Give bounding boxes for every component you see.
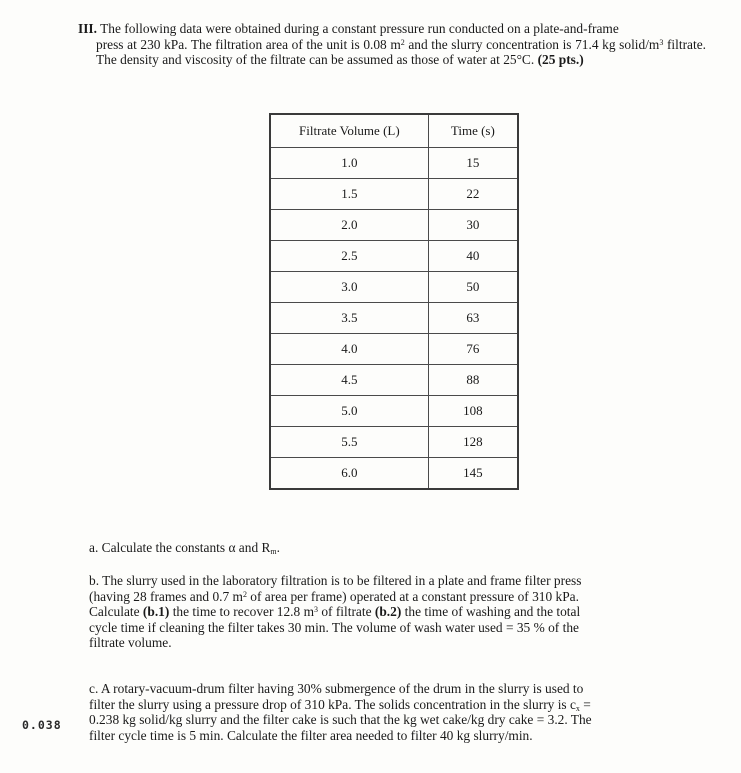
problem-statement [78, 21, 706, 68]
volume-cell: 6.0 [270, 458, 428, 490]
time-cell: 128 [428, 427, 518, 458]
table-row [270, 148, 518, 179]
question-a: a. Calculate the constants α and $R_m$. [89, 540, 281, 556]
intro-line-1: The following data were obtained during a constant pressure run conducted on a plate-and-frame [100, 21, 619, 36]
time-cell: 15 [428, 148, 518, 179]
question-c-line-3: 0.238 kg solid/kg slurry and the filter cake is such that the kg wet cake/kg dry cake = 3.2. The [89, 712, 592, 728]
question-b-line-1: b. The slurry used in the laboratory filtration is to be filtered in a plate and frame filter press [89, 573, 582, 588]
volume-cell: 3.5 [270, 303, 428, 334]
table-row [270, 427, 518, 458]
question-b [89, 573, 701, 651]
table-row [270, 210, 518, 241]
table-row [270, 365, 518, 396]
volume-cell: 1.0 [270, 148, 428, 179]
volume-cell: 4.5 [270, 365, 428, 396]
time-cell: 63 [428, 303, 518, 334]
volume-cell: 2.0 [270, 210, 428, 241]
volume-cell: 5.0 [270, 396, 428, 427]
volume-cell: 4.0 [270, 334, 428, 365]
table-row [270, 179, 518, 210]
time-cell: 40 [428, 241, 518, 272]
volume-cell: 1.5 [270, 179, 428, 210]
col-header-volume: Filtrate Volume (L) [270, 114, 428, 148]
filtration-data-table [269, 113, 519, 490]
question-b-line-2: (having 28 frames and 0.7 $m^2$ of area per frame) operated at a constant pressure of 310 kPa. [89, 588, 579, 604]
time-cell: 145 [428, 458, 518, 490]
time-cell: 88 [428, 365, 518, 396]
col-header-time: Time (s) [428, 114, 518, 148]
handwritten-annotation: 0.038 [22, 718, 62, 732]
volume-cell: 5.5 [270, 427, 428, 458]
table-row [270, 334, 518, 365]
time-cell: 22 [428, 179, 518, 210]
time-cell: 30 [428, 210, 518, 241]
question-c-line-2: filter the slurry using a pressure drop of 310 kPa. The solids concentration in the slurry is $c_x$ = [89, 696, 591, 713]
table-row [270, 241, 518, 272]
problem-number: III. [78, 21, 97, 36]
table-row [270, 458, 518, 490]
question-b-line-3: Calculate (b.1) the time to recover 12.8 $m^3$ of filtrate (b.2) the time of washing and the total [89, 604, 581, 620]
question-b-line-4: cycle time if cleaning the filter takes 30 min. The volume of wash water used = 35 % of the [89, 619, 579, 635]
volume-cell: 3.0 [270, 272, 428, 303]
question-c-line-1: c. A rotary-vacuum-drum filter having 30% submergence of the drum in the slurry is used to [89, 681, 584, 696]
table-header-row [270, 114, 518, 148]
table-row [270, 303, 518, 334]
question-b-line-5: filtrate volume. [89, 635, 172, 651]
intro-line-2: press at 230 kPa. The filtration area of the unit is 0.08 $m^2$ and the slurry concentration is 71.4 kg solid/$m^3$ filtrate. The density and viscosity of the filtrate can be assumed as those of water at 25°C. (25 pts.) [96, 36, 706, 68]
time-cell: 76 [428, 334, 518, 365]
table-row [270, 396, 518, 427]
table-row [270, 272, 518, 303]
question-c-line-4: filter cycle time is 5 min. Calculate the filter area needed to filter 40 kg slurry/min. [89, 727, 533, 743]
question-c [89, 681, 701, 743]
points-label: (25 pts.) [537, 52, 584, 68]
time-cell: 50 [428, 272, 518, 303]
time-cell: 108 [428, 396, 518, 427]
volume-cell: 2.5 [270, 241, 428, 272]
